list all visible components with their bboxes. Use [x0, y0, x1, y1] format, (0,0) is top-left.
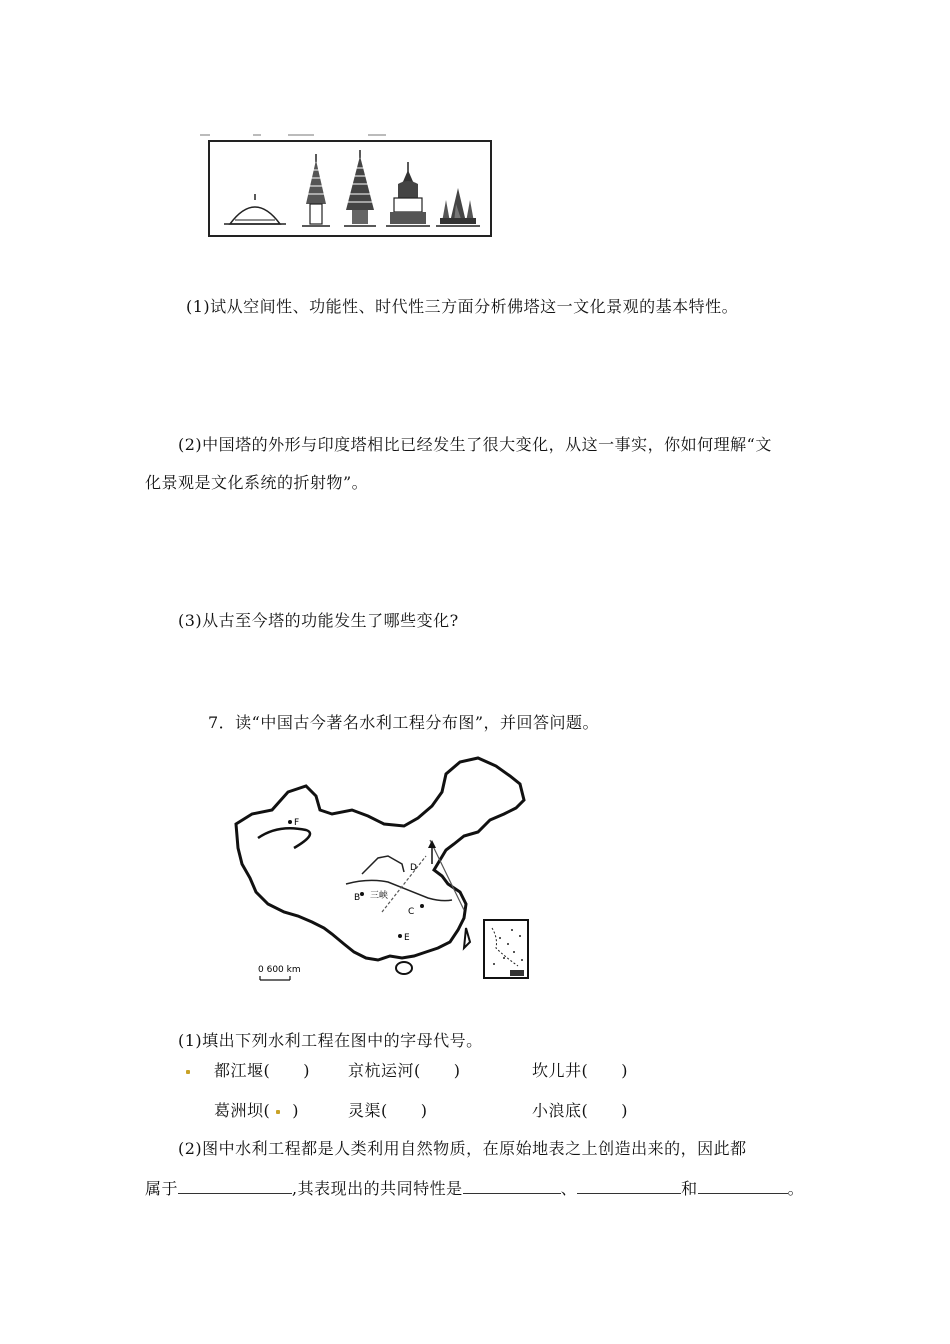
pagoda-tall-1-icon — [302, 154, 330, 226]
south-china-sea-inset — [484, 920, 528, 978]
fill-gezhouba-close: ) — [292, 1101, 299, 1120]
map-label-B: B — [354, 893, 361, 903]
question-1: (1)试从空间性、功能性、时代性三方面分析佛塔这一文化景观的基本特性。 — [186, 297, 739, 316]
pagoda-figure — [208, 140, 492, 237]
map-label-D: D — [410, 863, 417, 873]
fill-gezhouba — [214, 1098, 299, 1121]
sub2-text-5: 。 — [787, 1179, 805, 1198]
marker-dot — [186, 1070, 190, 1074]
stupa-dome-icon — [224, 194, 286, 224]
fill-jinghang-canal: 京杭运河( ) — [348, 1061, 461, 1080]
question-3: (3)从古至今塔的功能发生了哪些变化? — [178, 611, 459, 630]
sub2-text-2: ,其表现出的共同特性是 — [292, 1179, 463, 1198]
answer-blank-4[interactable] — [698, 1179, 788, 1194]
sub-question-1-intro: (1)填出下列水利工程在图中的字母代号。 — [178, 1031, 483, 1050]
fill-lingqu: 灵渠( ) — [348, 1101, 428, 1120]
sub2-text-4: 和 — [681, 1179, 698, 1198]
map-label-F: F — [294, 818, 300, 828]
lama-pagoda-icon — [386, 162, 430, 226]
pagoda-tall-2-icon — [344, 150, 376, 226]
question-7-title: 7．读“中国古今著名水利工程分布图”，并回答问题。 — [208, 713, 600, 732]
sub2-text-1: 属于 — [145, 1179, 179, 1198]
fill-xiaolangdi: 小浪底( ) — [532, 1101, 628, 1120]
map-label-sanxia: 三峡 — [370, 891, 389, 901]
answer-blank-1[interactable] — [178, 1179, 292, 1194]
sub-question-2-line-2 — [145, 1176, 804, 1199]
pagoda-figure-svg — [210, 142, 490, 235]
map-scale-label: 0 600 km — [258, 965, 301, 975]
fill-dujiangyan: 都江堰( ) — [214, 1061, 310, 1080]
answer-blank-2[interactable] — [463, 1179, 561, 1194]
china-map-svg — [228, 752, 548, 990]
map-label-E: E — [404, 933, 410, 943]
map-scale-bar — [258, 965, 301, 980]
pagoda-figure-caption-residue — [198, 124, 418, 132]
map-label-C: C — [408, 907, 415, 917]
marker-dot — [276, 1110, 280, 1114]
china-outline — [236, 758, 524, 960]
faint-text-residue — [198, 131, 418, 139]
china-water-projects-map — [228, 752, 548, 990]
cluster-pagoda-icon — [436, 188, 480, 226]
sub-question-2-line-1: (2)图中水利工程都是人类利用自然物质，在原始地表之上创造出来的，因此都 — [178, 1139, 747, 1158]
question-2-line-1: (2)中国塔的外形与印度塔相比已经发生了很大变化，从这一事实，你如何理解“文 — [178, 435, 772, 454]
answer-blank-3[interactable] — [577, 1179, 681, 1194]
sub2-text-3: 、 — [560, 1179, 578, 1198]
fill-kanerjing: 坎儿井( ) — [532, 1061, 628, 1080]
question-2-line-2: 化景观是文化系统的折射物”。 — [145, 473, 369, 492]
fill-gezhouba-label: 葛洲坝( — [214, 1101, 271, 1120]
